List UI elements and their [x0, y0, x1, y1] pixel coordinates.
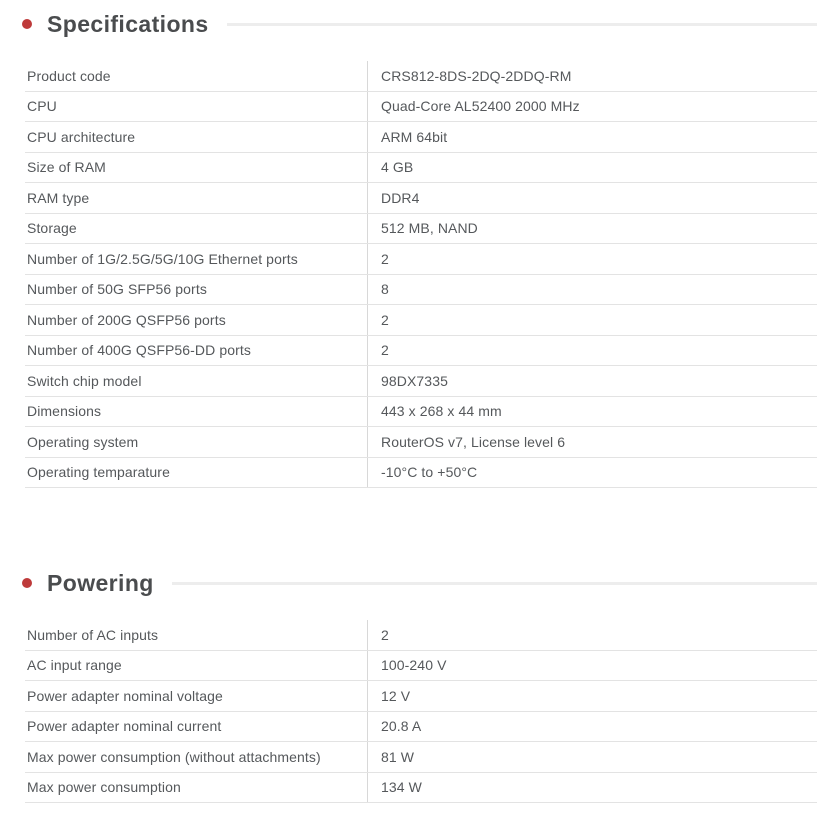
spec-label: Dimensions: [27, 403, 102, 420]
spec-value: 98DX7335: [367, 366, 817, 396]
spec-label: Operating temparature: [27, 464, 170, 481]
spec-label: Max power consumption (without attachments): [27, 748, 321, 765]
spec-label: Product code: [27, 67, 111, 84]
section-title: Powering: [47, 569, 154, 596]
table-row: [25, 305, 817, 336]
spec-value: 134 W: [367, 773, 817, 803]
table-row: [25, 244, 817, 275]
heading-rule: [227, 23, 817, 26]
spec-label: CPU: [27, 98, 57, 115]
table-row: [25, 742, 817, 773]
spec-value: 12 V: [367, 681, 817, 711]
table-row: [25, 712, 817, 743]
spec-value: 2: [367, 620, 817, 650]
spec-label: Number of 1G/2.5G/5G/10G Ethernet ports: [27, 250, 298, 267]
section-bullet-icon: [22, 19, 32, 29]
spec-label: Storage: [27, 220, 77, 237]
spec-value: 2: [367, 336, 817, 366]
spec-value: 443 x 268 x 44 mm: [367, 397, 817, 427]
table-row: [25, 153, 817, 184]
spec-label: Number of 50G SFP56 ports: [27, 281, 207, 298]
spec-value: 512 MB, NAND: [367, 214, 817, 244]
section-heading: [0, 567, 817, 599]
section-title: Specifications: [47, 10, 209, 37]
table-row: [25, 122, 817, 153]
table-row: [25, 92, 817, 123]
section-powering: [0, 567, 817, 803]
spec-value: 100-240 V: [367, 651, 817, 681]
spec-value: 4 GB: [367, 153, 817, 183]
section-bullet-icon: [22, 578, 32, 588]
heading-rule: [172, 582, 817, 585]
table-row: [25, 214, 817, 245]
spec-value: CRS812-8DS-2DQ-2DDQ-RM: [367, 61, 817, 91]
table-row: [25, 681, 817, 712]
spec-value: DDR4: [367, 183, 817, 213]
table-row: [25, 397, 817, 428]
table-row: [25, 458, 817, 489]
spec-table: [25, 61, 817, 488]
section-heading: [0, 0, 817, 40]
table-row: [25, 773, 817, 804]
spec-value: 8: [367, 275, 817, 305]
spec-label: AC input range: [27, 657, 122, 674]
spec-value: 2: [367, 305, 817, 335]
spec-value: -10°C to +50°C: [367, 458, 817, 488]
spec-table: [25, 620, 817, 803]
table-row: [25, 427, 817, 458]
table-row: [25, 620, 817, 651]
spec-label: Switch chip model: [27, 372, 142, 389]
spec-label: Power adapter nominal current: [27, 718, 222, 735]
spec-label: Number of AC inputs: [27, 626, 159, 643]
spec-label: Number of 200G QSFP56 ports: [27, 311, 226, 328]
table-row: [25, 336, 817, 367]
table-row: [25, 366, 817, 397]
spec-value: 81 W: [367, 742, 817, 772]
table-row: [25, 183, 817, 214]
spec-label: Power adapter nominal voltage: [27, 687, 223, 704]
spec-label: Number of 400G QSFP56-DD ports: [27, 342, 251, 359]
spec-label: Operating system: [27, 433, 139, 450]
spec-value: 20.8 A: [367, 712, 817, 742]
spec-label: Size of RAM: [27, 159, 106, 176]
spec-label: RAM type: [27, 189, 90, 206]
spec-value: ARM 64bit: [367, 122, 817, 152]
spec-value: 2: [367, 244, 817, 274]
spec-label: Max power consumption: [27, 779, 181, 796]
section-gap: [0, 488, 817, 567]
spec-label: CPU architecture: [27, 128, 136, 145]
spec-value: Quad-Core AL52400 2000 MHz: [367, 92, 817, 122]
table-row: [25, 61, 817, 92]
table-row: [25, 651, 817, 682]
table-row: [25, 275, 817, 306]
spec-value: RouterOS v7, License level 6: [367, 427, 817, 457]
